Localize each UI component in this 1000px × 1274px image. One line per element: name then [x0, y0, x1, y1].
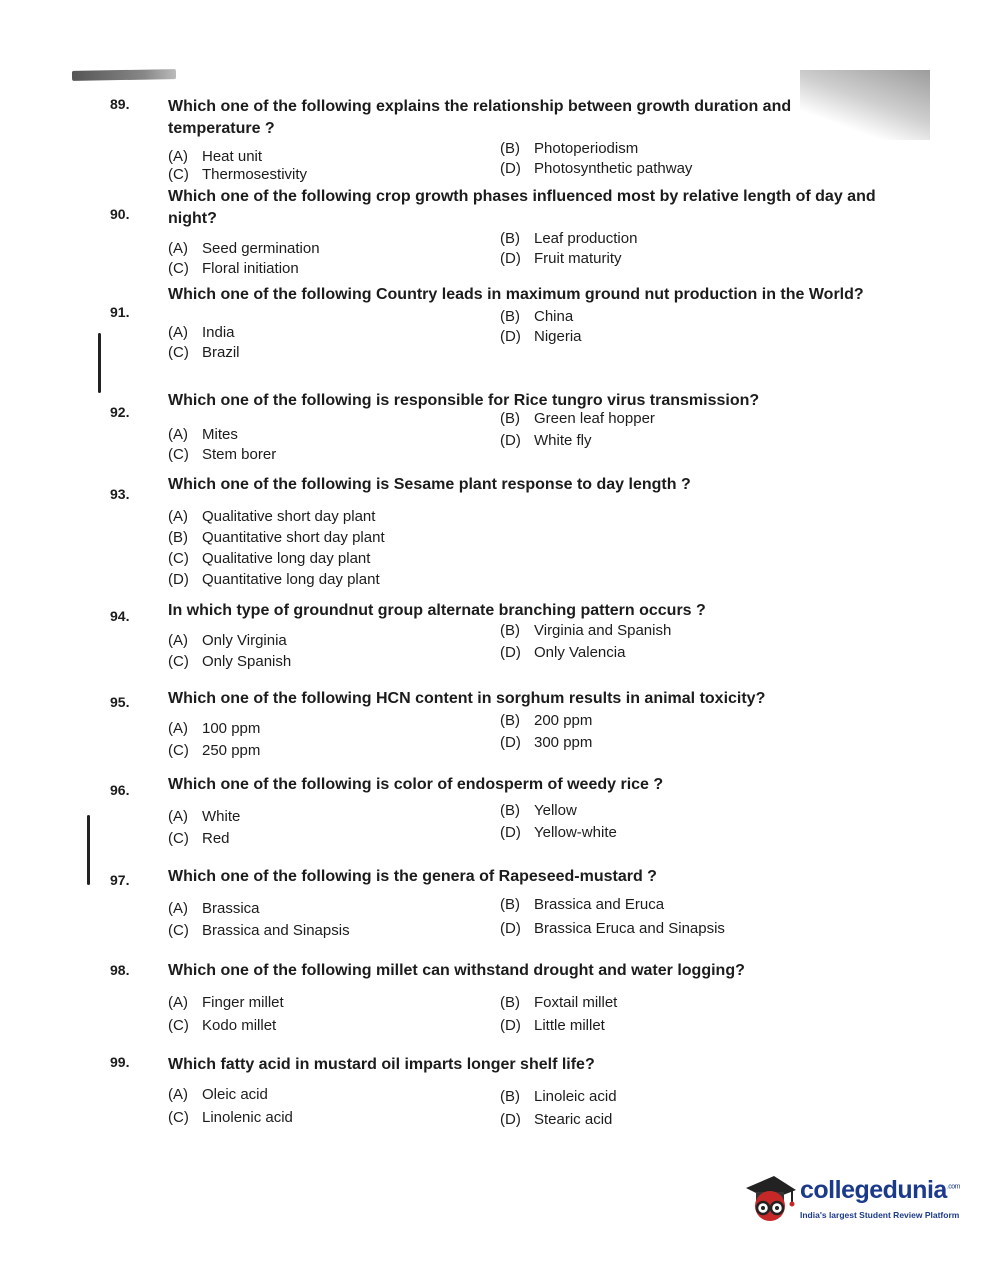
option-d: (D) Stearic acid	[500, 1111, 613, 1128]
question-number: 97.	[110, 872, 130, 888]
option-d: (D) White fly	[500, 432, 592, 449]
option-c: (C) Only Spanish	[168, 653, 292, 670]
question-number: 90.	[110, 206, 130, 222]
option-b: (B) Virginia and Spanish	[500, 622, 672, 639]
collegedunia-logo	[740, 1168, 970, 1230]
question-text: Which one of the following crop growth phases influenced most by relative length of day and night?	[168, 188, 876, 227]
question-text: Which one of the following explains the relationship between growth duration and temperature ?	[168, 98, 792, 137]
question-94	[110, 600, 880, 668]
option-d: (D) Only Valencia	[500, 644, 626, 661]
option-c: (C) Linolenic acid	[168, 1109, 293, 1126]
option-b: (B) Green leaf hopper	[500, 410, 655, 427]
option-c: (C) Floral initiation	[168, 260, 299, 277]
option-c: (C) Thermosestivity	[168, 166, 308, 183]
option-a: (A) White	[168, 808, 241, 825]
question-text: In which type of groundnut group alternate branching pattern occurs ?	[168, 602, 706, 619]
options	[168, 988, 880, 1034]
question-number: 94.	[110, 608, 130, 624]
logo-tagline: India's largest Student Review Platform	[800, 1210, 960, 1220]
option-d: (D) Yellow-white	[500, 824, 617, 841]
question-99	[110, 1054, 880, 1128]
option-a: (A) India	[168, 324, 235, 341]
question-91	[110, 284, 880, 361]
option-d: (D) Little millet	[500, 1017, 605, 1034]
option-d: (D) Quantitative long day plant	[168, 571, 380, 588]
question-96	[110, 774, 880, 847]
options	[168, 410, 880, 463]
question-number: 96.	[110, 782, 130, 798]
option-c: (C) 250 ppm	[168, 742, 261, 759]
option-a: (A) Brassica	[168, 900, 260, 917]
question-number: 89.	[110, 96, 130, 112]
logo-text: collegedunia$^{.com}$	[800, 1176, 960, 1204]
question-number: 95.	[110, 694, 130, 710]
option-b: (B) Photoperiodism	[500, 140, 639, 157]
question-92	[110, 390, 880, 463]
question-text: Which one of the following is color of endosperm of weedy rice ?	[168, 776, 664, 793]
option-a: (A) Finger millet	[168, 994, 284, 1011]
options	[168, 230, 880, 277]
option-c: (C) Stem borer	[168, 446, 277, 463]
question-text: Which fatty acid in mustard oil imparts longer shelf life?	[168, 1056, 595, 1073]
options	[168, 712, 880, 759]
question-text: Which one of the following is the genera of Rapeseed-mustard ?	[168, 868, 657, 885]
question-89	[110, 96, 880, 186]
question-97	[110, 866, 880, 939]
question-number: 93.	[110, 486, 130, 502]
question-90	[110, 186, 880, 276]
option-b: (B) Foxtail millet	[500, 994, 618, 1011]
question-number: 98.	[110, 962, 130, 978]
option-a: (A) Qualitative short day plant	[168, 508, 376, 525]
option-a: (A) 100 ppm	[168, 720, 261, 737]
option-d: (D) Fruit maturity	[500, 250, 622, 267]
options	[168, 502, 880, 586]
option-d: (D) Photosynthetic pathway	[500, 160, 693, 177]
option-d: (D) Nigeria	[500, 328, 582, 345]
question-98	[110, 960, 880, 1034]
question-text: Which one of the following HCN content in sorghum results in animal toxicity?	[168, 690, 766, 707]
question-text: Which one of the following millet can withstand drought and water logging?	[168, 962, 745, 979]
option-a: (A) Oleic acid	[168, 1086, 268, 1103]
option-b: (B) Linoleic acid	[500, 1088, 617, 1105]
option-c: (C) Kodo millet	[168, 1017, 277, 1034]
options	[168, 140, 880, 186]
question-93	[110, 474, 880, 586]
option-d: (D) Brassica Eruca and Sinapsis	[500, 920, 725, 937]
margin-mark-2	[87, 815, 90, 885]
option-a: (A) Seed germination	[168, 240, 320, 257]
option-b: (B) 200 ppm	[500, 712, 593, 729]
option-c: (C) Red	[168, 830, 230, 847]
options	[168, 622, 880, 670]
option-b: (B) Yellow	[500, 802, 577, 819]
student-mascot-icon	[740, 1168, 798, 1226]
options	[168, 802, 880, 847]
option-b: (B) Leaf production	[500, 230, 638, 247]
options	[168, 1082, 880, 1128]
question-number: 99.	[110, 1054, 130, 1070]
option-c: (C) Brazil	[168, 344, 240, 361]
option-a: (A) Only Virginia	[168, 632, 287, 649]
question-95	[110, 688, 880, 759]
question-number: 92.	[110, 404, 130, 420]
option-d: (D) 300 ppm	[500, 734, 593, 751]
question-text: Which one of the following Country leads in maximum ground nut production in the World?	[168, 286, 864, 303]
option-a: (A) Heat unit	[168, 148, 263, 165]
margin-mark-1	[98, 333, 101, 393]
question-text: Which one of the following is Sesame plant response to day length ?	[168, 476, 691, 493]
question-text: Which one of the following is responsible for Rice tungro virus transmission?	[168, 392, 760, 409]
option-c: (C) Brassica and Sinapsis	[168, 922, 350, 939]
option-b: (B) Quantitative short day plant	[168, 529, 385, 546]
option-b: (B) China	[500, 308, 574, 325]
option-c: (C) Qualitative long day plant	[168, 550, 371, 567]
question-number: 91.	[110, 304, 130, 320]
option-a: (A) Mites	[168, 426, 238, 443]
scan-shadow-left	[72, 69, 176, 81]
option-b: (B) Brassica and Eruca	[500, 896, 665, 913]
options	[168, 894, 880, 939]
options	[168, 308, 880, 361]
